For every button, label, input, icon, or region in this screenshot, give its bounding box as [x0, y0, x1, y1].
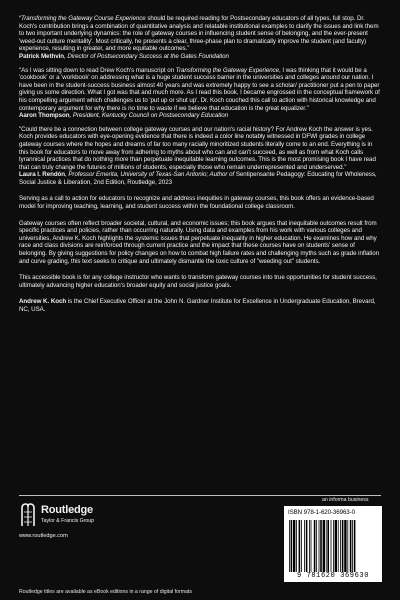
barcode-bar	[293, 520, 295, 572]
author-name: Andrew K. Koch	[19, 298, 67, 306]
barcode-bar	[347, 520, 348, 572]
attribution-name: Patrick Methvin	[19, 52, 64, 60]
barcode-bar	[311, 520, 312, 572]
description-paragraph-1: Serving as a call to action for educators to recognize and address inequities in gateway courses, this book offers an evidence-based model for improving teaching, learning, and student success within the foundational college classroom.	[19, 195, 374, 211]
blurb-2-attribution	[19, 112, 382, 120]
attribution-role: , Professor Emerita, University of Texas-San Antonio; Author of	[65, 171, 236, 179]
blurb-3-attribution	[19, 171, 382, 186]
barcode-bar	[335, 520, 337, 572]
barcode-bar	[323, 520, 325, 572]
footer-divider	[19, 495, 381, 496]
routledge-logo-icon	[19, 502, 37, 528]
barcode-bar	[306, 520, 308, 572]
book-title-italic: Transforming the Gateway Course Experience	[21, 15, 146, 22]
blurb-1	[19, 15, 382, 53]
attribution-role: , President, Kentucky Council on Postsecondary Education	[69, 112, 229, 120]
attribution-name: Aaron Thompson	[19, 112, 70, 120]
ebook-availability-note: Routledge titles are available as eBook editions in a range of digital formats	[19, 589, 193, 595]
publisher-logo	[19, 501, 129, 531]
barcode-bar	[342, 520, 344, 572]
description-paragraph-2: Gateway courses often reflect broader societal, cultural, and economic issues; this book argues that inequitable outcomes result from specific practices and policies, rather than occurring naturally. Using data and examples from his work with various colleges and universities, Andrew K. Koch highlights the systemic issues that perpetuate inequality in higher education. He examines how and why race and class divisions are reinforced through current practice and the impact that these courses have on students' sense of belonging. By giving suggestions for policy changes on how to combat high failure rates and challenging myths such as grade inflation and curve grading, this text seeks to critique and ultimately dismantle the toxic culture of "weeding out" students.	[19, 219, 380, 265]
book-title-italic: Transforming the Gateway Experience	[175, 66, 280, 74]
barcode-bar	[301, 520, 302, 572]
barcode-bar	[331, 520, 332, 572]
barcode-bar	[350, 520, 352, 572]
attribution-name: Laura I. Rendón	[19, 171, 66, 179]
blurb-2-text: , I was thinking that it would be a 'cookbook' or a 'workbook' on addressing what is a huge student success barrier in the universities and colleges around our nation. I have been in the student-success business almost 40 years and was extremely happy to see a scholar/ practitioner put a pen to paper giving us some direction. What I got was that and much more. As I read this book, I became engrossed in the conceptual framework of his compelling argument which challenges us to 'put up or shut up'. Dr. Koch couched this call to action with historical knowledge and contemporary argument for why there is no time to waste if we believe that education is the great equalizer."	[19, 66, 380, 112]
barcode-bar	[333, 520, 334, 572]
barcode-bar	[340, 520, 341, 572]
publisher-website: www.routledge.com	[19, 533, 68, 539]
barcode-bar	[344, 520, 346, 572]
author-bio	[19, 298, 382, 313]
barcode-bar	[316, 520, 317, 572]
barcode-bar	[320, 520, 322, 572]
barcode-bar	[326, 520, 327, 572]
barcode-bar	[304, 520, 305, 572]
blurb-1-text: should be required reading for Postsecondary educators of all types, full stop. Dr. Koch's contribution brings a combination of quantitative analysis and relatable institutional examples to clarify the issues and link them to two important underlying dynamics: the role of gateway courses in influencing student sense of belonging, and the ever-present 'weed-out culture mentality'. Most critically, he presents a clear, three-phase plan to dramatically improve the student (and faculty) experience, resulting in greater, and more equitable outcomes."	[19, 15, 379, 53]
blurb-2	[19, 67, 382, 113]
barcode-digits: 9 781620 369630	[296, 572, 369, 580]
blurb-1-attribution	[19, 53, 382, 61]
publisher-group: Taylor & Francis Group	[41, 518, 95, 524]
blurb-2-text-pre: "As I was sitting down to read Drew Koch's manuscript on	[19, 66, 176, 74]
publisher-name: Routledge	[41, 504, 93, 516]
barcode-bar	[354, 520, 356, 572]
barcode-bar	[338, 520, 339, 572]
barcode-bar	[314, 520, 316, 572]
barcode-bar	[309, 520, 310, 572]
attribution-role: , Director of Postsecondary Success at the Gates Foundation	[63, 52, 229, 60]
barcode-bar	[296, 520, 297, 572]
blurb-3: "Could there be a connection between college gateway courses and our nation's racial history? For Andrew Koch the answer is yes. Koch provides educators with eye-opening evidence that there is indeed a color line notably witnessed in DFWI grades in college gateway courses where the hopes and dreams of far too many racially minoritized students literally come to an end. Everything is in this book for educators to move away from adhering to myths about who can and can't succeed, as well as from what Koch calls tyrannical practices that do nothing more than perpetuate inequitable learning outcomes. This is the most promising book I have read that can truly change the futures of millions of students, especially those who remain underrepresented and underserved."	[19, 125, 376, 171]
barcode-bar	[319, 520, 320, 572]
barcode-bar	[352, 520, 353, 572]
barcode-bar	[327, 520, 329, 572]
barcode-bar	[299, 520, 301, 572]
quote-mark: “	[19, 15, 22, 22]
barcode-bar	[291, 520, 293, 572]
description-paragraph-3: This accessible book is for any college instructor who wants to transform gateway courses into true opportunities for student success, ultimately advancing higher education's broader equity and social justice goals.	[19, 274, 377, 289]
author-bio-text: is the Chief Executive Officer at the John N. Gardner Institute for Excellence in Undergraduate Education, Brevard, NC, USA.	[19, 298, 376, 313]
back-cover-text	[19, 15, 382, 314]
isbn-text: ISBN 978-1-620-36963-0	[288, 509, 355, 516]
attribution-book-title: Sentipensante Pedagogy: Educating for Wholeness, Social Justice & Liberation, 2nd Edition, Routledge, 2023	[19, 171, 377, 186]
informa-business-tag: an informa business	[322, 497, 369, 503]
barcode-image	[288, 520, 378, 572]
barcode-panel	[284, 506, 382, 582]
barcode-bar	[289, 520, 290, 572]
